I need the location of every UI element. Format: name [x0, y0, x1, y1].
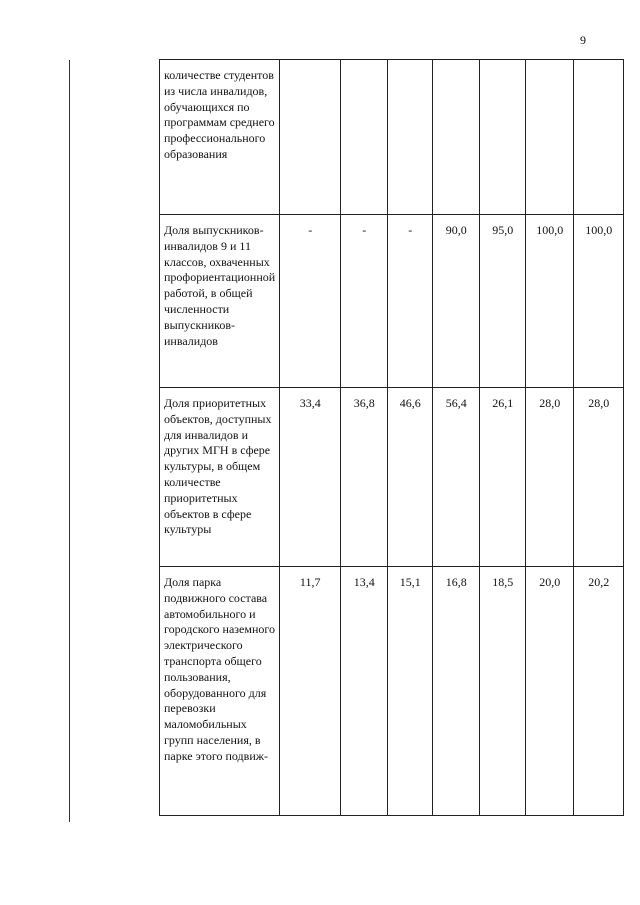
value-cell — [433, 215, 480, 388]
value-cell — [574, 388, 624, 567]
cell-value: 36,8 — [353, 396, 375, 410]
value-cell — [526, 215, 574, 388]
cell-value: 56,4 — [445, 396, 467, 410]
value-cell — [526, 388, 574, 567]
value-cell — [388, 60, 433, 215]
value-cell — [280, 215, 341, 388]
cell-value: 33,4 — [299, 396, 321, 410]
value-cell — [433, 60, 480, 215]
row-label: Доля приоритетных объектов, доступных для инвалидов и других МГН в сфере культуры, в общем количестве приоритетных объектов в сфере культуры — [164, 396, 272, 537]
value-cell — [526, 567, 574, 816]
row-label-cell — [160, 388, 280, 567]
cell-value: 100,0 — [536, 223, 564, 237]
value-cell — [574, 215, 624, 388]
cell-value: 28,0 — [539, 396, 561, 410]
value-cell — [574, 60, 624, 215]
cell-value: 11,7 — [299, 575, 321, 589]
cell-value: 95,0 — [492, 223, 514, 237]
value-cell — [341, 567, 388, 816]
row-label-cell — [160, 567, 280, 816]
value-cell — [480, 215, 526, 388]
indicators-table — [159, 59, 624, 816]
value-cell — [433, 567, 480, 816]
value-cell — [388, 388, 433, 567]
cell-value: 26,1 — [492, 396, 514, 410]
cell-value: 15,1 — [399, 575, 421, 589]
value-cell — [280, 388, 341, 567]
cell-value: 90,0 — [445, 223, 467, 237]
cell-value: 100,0 — [585, 223, 613, 237]
cell-value: - — [408, 223, 413, 237]
cell-value: 18,5 — [492, 575, 514, 589]
cell-value: 16,8 — [445, 575, 467, 589]
table-row — [160, 388, 624, 567]
value-cell — [341, 388, 388, 567]
value-cell — [480, 60, 526, 215]
table-row — [160, 215, 624, 388]
value-cell — [388, 567, 433, 816]
cell-value: 20,0 — [539, 575, 561, 589]
cell-value: - — [362, 223, 367, 237]
value-cell — [574, 567, 624, 816]
margin-line — [69, 60, 70, 822]
cell-value: - — [308, 223, 313, 237]
table-row — [160, 567, 624, 816]
value-cell — [433, 388, 480, 567]
value-cell — [341, 60, 388, 215]
value-cell — [280, 60, 341, 215]
value-cell — [388, 215, 433, 388]
row-label: количестве студентов из числа инвалидов, обучающихся по программам среднего профессионального образования — [164, 68, 275, 161]
value-cell — [280, 567, 341, 816]
table-row — [160, 60, 624, 215]
row-label-cell — [160, 60, 280, 215]
cell-value: 20,2 — [588, 575, 610, 589]
cell-value: 28,0 — [588, 396, 610, 410]
cell-value: 13,4 — [353, 575, 375, 589]
cell-value: 46,6 — [399, 396, 421, 410]
value-cell — [341, 215, 388, 388]
value-cell — [480, 567, 526, 816]
value-cell — [526, 60, 574, 215]
row-label: Доля парка подвижного состава автомобильного и городского наземного электрического транспорта общего пользования, оборудованного для перевозки маломобильных групп населения, в парке этого подвиж- — [164, 575, 276, 763]
page-number: 9 — [580, 33, 586, 47]
value-cell — [480, 388, 526, 567]
row-label-cell — [160, 215, 280, 388]
row-label: Доля выпускников-инвалидов 9 и 11 классов, охваченных профориентационной работой, в общей численности выпускников-инвалидов — [164, 223, 276, 348]
